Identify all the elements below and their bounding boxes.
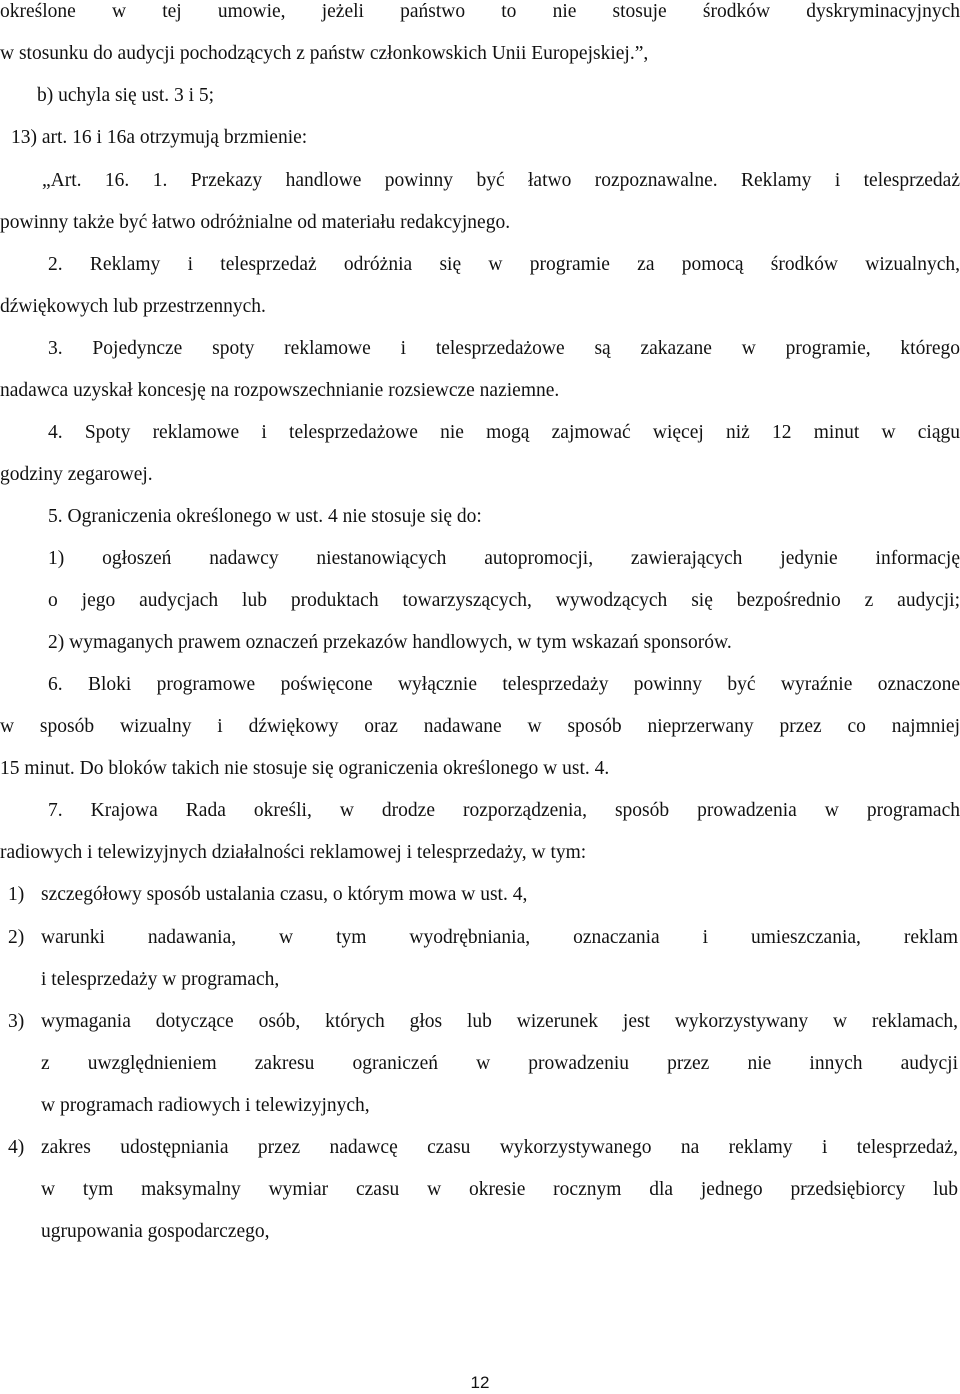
text-line: w sposób wizualny i dźwiękowy oraz nadawane w sposób nieprzerwany przez co najmniej: [0, 716, 960, 737]
text-line: radiowych i telewizyjnych działalności reklamowej i telesprzedaży, w tym:: [0, 842, 587, 863]
text-line: nadawca uzyskał koncesję na rozpowszechnianie rozsiewcze naziemne.: [0, 380, 560, 401]
list-item-number: 4): [8, 1137, 25, 1158]
text-line: 15 minut. Do bloków takich nie stosuje się ograniczenia określonego w ust. 4.: [0, 758, 610, 779]
list-item-text: w tym maksymalny wymiar czasu w okresie rocznym dla jednego przedsiębiorcy lub: [41, 1179, 958, 1200]
text-line: godziny zegarowej.: [0, 464, 153, 485]
text-line: 2) wymaganych prawem oznaczeń przekazów handlowych, w tym wskazań sponsorów.: [48, 632, 732, 653]
list-item-text: w programach radiowych i telewizyjnych,: [41, 1095, 370, 1116]
text-line: dźwiękowych lub przestrzennych.: [0, 296, 266, 317]
text-line: 13) art. 16 i 16a otrzymują brzmienie:: [11, 127, 308, 148]
text-line: w stosunku do audycji pochodzących z państw członkowskich Unii Europejskiej.”,: [0, 43, 649, 64]
text-line: powinny także być łatwo odróżnialne od materiału redakcyjnego.: [0, 212, 511, 233]
list-item-text: warunki nadawania, w tym wyodrębniania, oznaczania i umieszczania, reklam: [41, 927, 958, 948]
text-line: o jego audycjach lub produktach towarzyszących, wywodzących się bezpośrednio z audycji;: [48, 590, 960, 611]
text-line: 5. Ograniczenia określonego w ust. 4 nie stosuje się do:: [48, 506, 482, 527]
text-line: „Art. 16. 1. Przekazy handlowe powinny być łatwo rozpoznawalne. Reklamy i telesprzedaż: [42, 170, 960, 191]
text-line: 7. Krajowa Rada określi, w drodze rozporządzenia, sposób prowadzenia w programach: [48, 800, 960, 821]
list-item-text: wymagania dotyczące osób, których głos lub wizerunek jest wykorzystywany w reklamach,: [41, 1011, 958, 1032]
text-line: 2. Reklamy i telesprzedaż odróżnia się w programie za pomocą środków wizualnych,: [48, 254, 960, 275]
list-item-text: zakres udostępniania przez nadawcę czasu wykorzystywanego na reklamy i telesprzedaż,: [41, 1137, 958, 1158]
page-number: 12: [470, 1373, 490, 1392]
text-line: określone w tej umowie, jeżeli państwo to nie stosuje środków dyskryminacyjnych: [0, 1, 960, 22]
list-item-number: 1): [8, 884, 25, 905]
list-item-text: i telesprzedaży w programach,: [41, 969, 280, 990]
list-item-text: szczegółowy sposób ustalania czasu, o którym mowa w ust. 4,: [41, 884, 528, 905]
list-item-text: z uwzględnieniem zakresu ograniczeń w prowadzeniu przez nie innych audycji: [41, 1053, 958, 1074]
list-item-number: 3): [8, 1011, 25, 1032]
text-line: 3. Pojedyncze spoty reklamowe i telesprzedażowe są zakazane w programie, którego: [48, 338, 960, 359]
list-item-number: 2): [8, 927, 25, 948]
text-line: b) uchyla się ust. 3 i 5;: [37, 85, 215, 106]
text-line: 4. Spoty reklamowe i telesprzedażowe nie mogą zajmować więcej niż 12 minut w ciągu: [48, 422, 960, 443]
text-line: 6. Bloki programowe poświęcone wyłącznie telesprzedaży powinny być wyraźnie oznaczone: [48, 674, 960, 695]
text-line: 1) ogłoszeń nadawcy niestanowiących autopromocji, zawierających jedynie informację: [48, 548, 960, 569]
list-item-text: ugrupowania gospodarczego,: [41, 1221, 270, 1242]
